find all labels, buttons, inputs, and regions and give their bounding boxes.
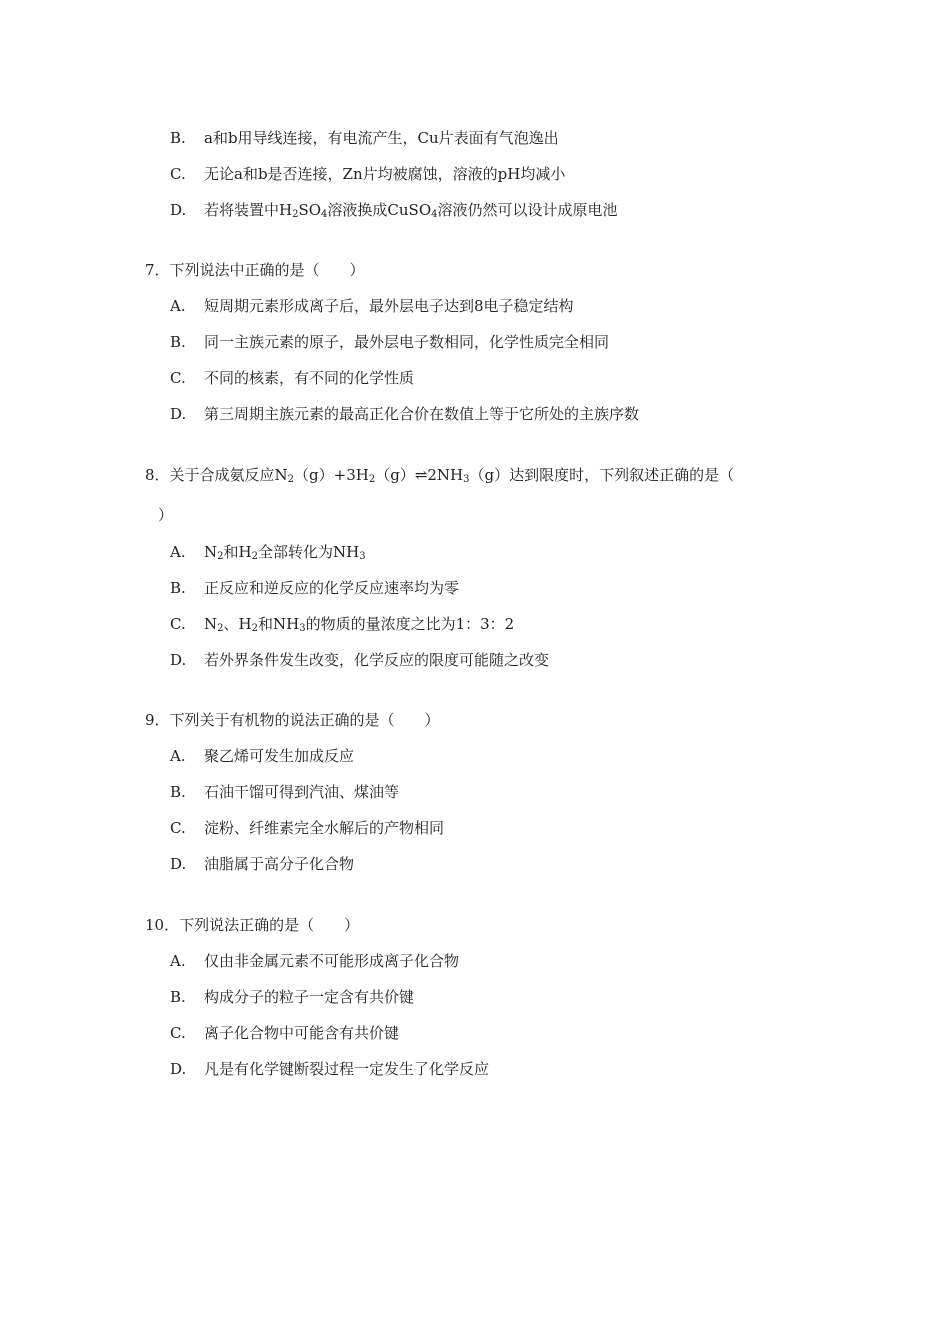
option-letter: A. bbox=[170, 543, 186, 561]
q10-option-c bbox=[170, 1022, 399, 1043]
option-text: 正反应和逆反应的化学反应速率均为零 bbox=[204, 579, 460, 597]
option-text: 油脂属于高分子化合物 bbox=[204, 855, 355, 873]
option-letter: B. bbox=[170, 129, 186, 147]
q6-option-d bbox=[170, 199, 618, 220]
option-letter: C. bbox=[170, 819, 186, 837]
q7-option-a bbox=[170, 295, 574, 316]
option-letter: C. bbox=[170, 1024, 186, 1042]
option-letter: D. bbox=[170, 405, 187, 423]
option-letter: C. bbox=[170, 165, 186, 183]
q10-stem: 10．下列说法正确的是（ ） bbox=[145, 916, 360, 934]
option-text: 淀粉、纤维素完全水解后的产物相同 bbox=[204, 819, 445, 837]
option-text: 若将装置中$H_2SO_4$溶液换成CuSO$_4$溶液仍然可以设计成原电池 bbox=[204, 201, 618, 220]
option-text: 第三周期主族元素的最高正化合价在数值上等于它所处的主族序数 bbox=[204, 405, 640, 423]
option-letter: B. bbox=[170, 333, 186, 351]
option-text: 无论a和b是否连接，Zn片均被腐蚀，溶液的pH均减小 bbox=[204, 165, 566, 183]
option-text: 石油干馏可得到汽油、煤油等 bbox=[204, 783, 400, 801]
q7-stem: 7．下列说法中正确的是（ ） bbox=[145, 261, 365, 279]
option-letter: D. bbox=[170, 855, 187, 873]
option-text: $N_2$和$H_2$全部转化为$NH_3$ bbox=[204, 543, 366, 562]
q8-option-a bbox=[170, 541, 366, 562]
option-text: 离子化合物中可能含有共价键 bbox=[204, 1024, 400, 1042]
q8-stem: 8．关于合成氨反应$N_2(g)+3H_2(g)\rightleftharpoons 2NH_3(g)$达到限度时，下列叙述正确的是（ bbox=[145, 466, 735, 485]
option-letter: D. bbox=[170, 1060, 187, 1078]
q6-option-b bbox=[170, 127, 559, 148]
option-text: 仅由非金属元素不可能形成离子化合物 bbox=[204, 952, 460, 970]
q10-option-b bbox=[170, 986, 414, 1007]
option-letter: D. bbox=[170, 651, 187, 669]
q10-option-a bbox=[170, 950, 459, 971]
option-text: 若外界条件发生改变，化学反应的限度可能随之改变 bbox=[204, 651, 550, 669]
q7-option-b bbox=[170, 331, 609, 352]
option-text: 同一主族元素的原子，最外层电子数相同，化学性质完全相同 bbox=[204, 333, 610, 351]
q9-stem: 9．下列关于有机物的说法正确的是（ ） bbox=[145, 711, 440, 729]
q9-option-b bbox=[170, 781, 399, 802]
option-letter: A. bbox=[170, 297, 186, 315]
q7-option-c bbox=[170, 367, 414, 388]
q7-option-d bbox=[170, 403, 639, 424]
option-letter: A. bbox=[170, 747, 186, 765]
q9-option-d bbox=[170, 853, 354, 874]
option-text: 短周期元素形成离子后，最外层电子达到8电子稳定结构 bbox=[204, 297, 574, 315]
option-letter: D. bbox=[170, 201, 187, 219]
q6-option-c bbox=[170, 163, 565, 184]
q10-option-d bbox=[170, 1058, 489, 1079]
q8-option-d bbox=[170, 649, 549, 670]
option-letter: A. bbox=[170, 952, 186, 970]
option-letter: C. bbox=[170, 615, 186, 633]
option-letter: B. bbox=[170, 783, 186, 801]
option-text: 聚乙烯可发生加成反应 bbox=[204, 747, 355, 765]
q9-option-a bbox=[170, 745, 354, 766]
q8-option-c bbox=[170, 613, 514, 634]
q8-stem-continuation: ） bbox=[158, 506, 174, 524]
q8-option-b bbox=[170, 577, 459, 598]
option-text: 构成分子的粒子一定含有共价键 bbox=[204, 988, 415, 1006]
option-letter: B. bbox=[170, 988, 186, 1006]
option-text: 凡是有化学键断裂过程一定发生了化学反应 bbox=[204, 1060, 490, 1078]
option-text: 不同的核素，有不同的化学性质 bbox=[204, 369, 415, 387]
option-letter: B. bbox=[170, 579, 186, 597]
option-text: $N_2$、$H_2$和$NH_3$的物质的量浓度之比为1：3：2 bbox=[204, 615, 515, 634]
q9-option-c bbox=[170, 817, 444, 838]
option-letter: C. bbox=[170, 369, 186, 387]
option-text: a和b用导线连接，有电流产生，Cu片表面有气泡逸出 bbox=[204, 129, 559, 147]
